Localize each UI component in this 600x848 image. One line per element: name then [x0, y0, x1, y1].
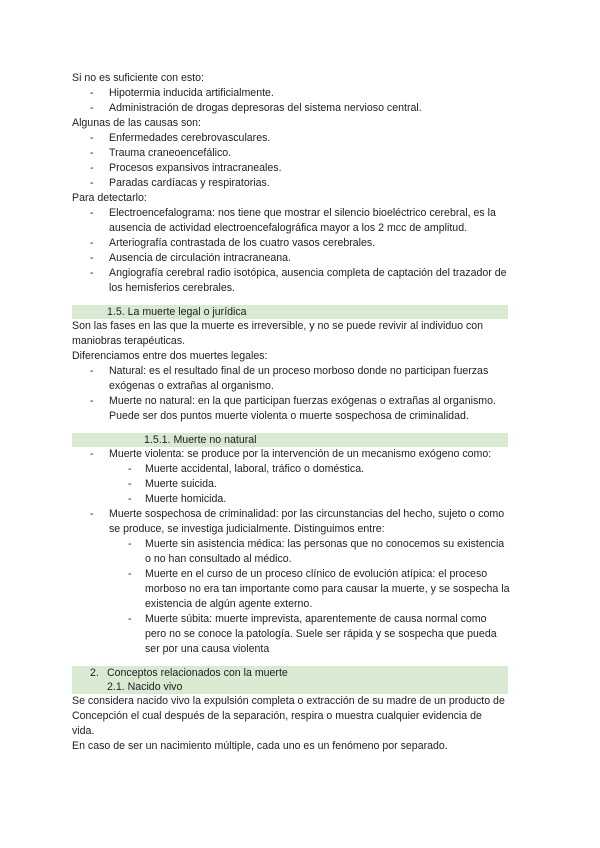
list-item: - Ausencia de circulación intracraneana.: [90, 252, 291, 264]
list-item: - Administración de drogas depresoras del sistema nervioso central.: [90, 102, 422, 114]
concepts-paragraph: Se considera nacido vivo la expulsión completa o extracción de su madre de un producto de Concepción el cual después de la separación, respira o muestra cualquier evidencia de vida.: [72, 695, 505, 737]
causes-line: Algunas de las causas son:: [72, 117, 201, 129]
list-item: - Muerte sin asistencia médica: las personas que no conocemos su existencia o no han consultado al médico.: [128, 538, 505, 565]
legal-diff-line: Diferenciamos entre dos muertes legales:: [72, 350, 268, 362]
list-item: - Trauma craneoencefálico.: [90, 147, 232, 159]
list-item: - Electroencefalograma: nos tiene que mostrar el silencio bioeléctrico cerebral, es la ausencia de actividad electroencefalográfica mayor a los 2 mcc de amplitud.: [90, 207, 496, 234]
document-page: [72, 71, 512, 754]
legal-paragraph: Son las fases en las que la muerte es irreversible, y no se puede revivir al individuo con maniobras terapéuticas.: [72, 320, 484, 347]
list-item: - Procesos expansivos intracraneales.: [90, 162, 282, 174]
list-item: - Enfermedades cerebrovasculares.: [90, 132, 271, 144]
list-item: - Natural: es el resultado final de un proceso morboso donde no participan fuerzas exógenas o extrañas al organismo.: [90, 365, 489, 392]
section-heading-concepts: 2. Conceptos relacionados con la muerte: [72, 666, 508, 680]
list-item: - Arteriografía contrastada de los cuatro vasos cerebrales.: [90, 237, 376, 249]
list-item: - Muerte homicida.: [128, 493, 227, 505]
section-heading-legal: 1.5. La muerte legal o jurídica: [72, 305, 508, 319]
list-item: - Paradas cardíacas y respiratorias.: [90, 177, 270, 189]
list-item: - Muerte sospechosa de criminalidad: por las circunstancias del hecho, sujeto o como se produce, se investiga judicialmente. Distinguimos entre:: [90, 508, 505, 535]
list-item: - Hipotermia inducida artificialmente.: [90, 87, 274, 99]
list-item: - Muerte suicida.: [128, 478, 217, 490]
list-item: - Muerte no natural: en la que participan fuerzas exógenas o extrañas al organismo. Puede ser dos puntos muerte violenta o muerte sospechosa de criminalidad.: [90, 395, 496, 422]
list-item: - Muerte en el curso de un proceso clínico de evolución atípica: el proceso morboso no era tan importante como para causar la muerte, y se sospecha la existencia de algún agente externo.: [128, 568, 510, 610]
concepts-paragraph-2: En caso de ser un nacimiento múltiple, cada uno es un fenómeno por separado.: [72, 740, 448, 752]
list-item: - Muerte súbita: muerte imprevista, aparentemente de causa normal como pero no se conoce la patología. Suele ser rápida y se sospecha que pueda ser por una causa violenta: [128, 613, 497, 655]
list-item: - Angiografía cerebral radio isotópica, ausencia completa de captación del trazador de los hemisferios cerebrales.: [90, 267, 507, 294]
list-item: - Muerte violenta: se produce por la intervención de un mecanismo exógeno como:: [90, 448, 492, 460]
list-item: - Muerte accidental, laboral, tráfico o doméstica.: [128, 463, 365, 475]
detect-line: Para detectarlo:: [72, 192, 147, 204]
section-heading-nacido-vivo: 2.1. Nacido vivo: [72, 680, 508, 694]
intro-line: Si no es suficiente con esto:: [72, 72, 204, 84]
section-heading-nonnatural: 1.5.1. Muerte no natural: [72, 433, 508, 447]
